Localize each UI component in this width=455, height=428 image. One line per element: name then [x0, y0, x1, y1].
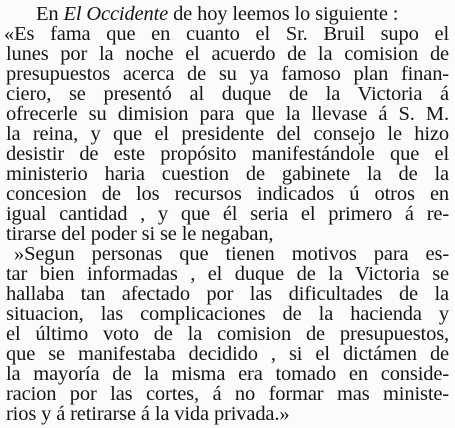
text-line: presupuestos acerca de su ya famoso plan finan- — [6, 63, 449, 85]
text-line: que se manifestaba decidido , si el dictámen de — [6, 343, 449, 365]
text-line: el último voto de la comision de presupuestos, — [6, 323, 449, 345]
text-line: rios y á retirarse á la vida privada.» — [6, 403, 290, 425]
newspaper-name: El Occidente — [63, 3, 169, 25]
text-line: ofrecerle su dimision para que la llevase á S. M. — [6, 103, 449, 125]
text-line: tirarse del poder si se le negaban, — [6, 223, 274, 245]
text-line: desistir de este propósito manifestándole que el — [6, 143, 449, 165]
intro-line — [36, 3, 398, 25]
text-line: »Segun personas que tienen motivos para es- — [14, 243, 449, 265]
text-line: la reina, y que el presidente del consejo le hizo — [6, 123, 449, 145]
intro-text: En — [36, 3, 64, 25]
text-line: la mayoría de la misma era tomado en conside- — [6, 363, 449, 385]
text-line: racion por las cortes, á no formar mas ministe- — [6, 383, 449, 405]
intro-text-end: de hoy leemos lo siguiente : — [168, 3, 399, 25]
text-line: ciero, se presentó al duque de la Victoria á — [6, 83, 449, 105]
text-line: ministerio haria cuestion de gabinete la de la — [6, 163, 449, 185]
text-line: tar bien informadas , el duque de la Victoria se — [6, 263, 449, 285]
text-line: lunes por la noche el acuerdo de la comision de — [6, 43, 449, 65]
text-line: situacion, las complicaciones de la hacienda y — [6, 303, 449, 325]
text-line: concesion de los recursos indicados ú otros en — [6, 183, 449, 205]
text-line: igual cantidad , y que él seria el primero á re- — [6, 203, 449, 225]
text-line: hallaba tan afectado por las dificultades de la — [6, 283, 449, 305]
text-line: «Es fama que en cuanto el Sr. Bruil supo el — [4, 23, 449, 45]
